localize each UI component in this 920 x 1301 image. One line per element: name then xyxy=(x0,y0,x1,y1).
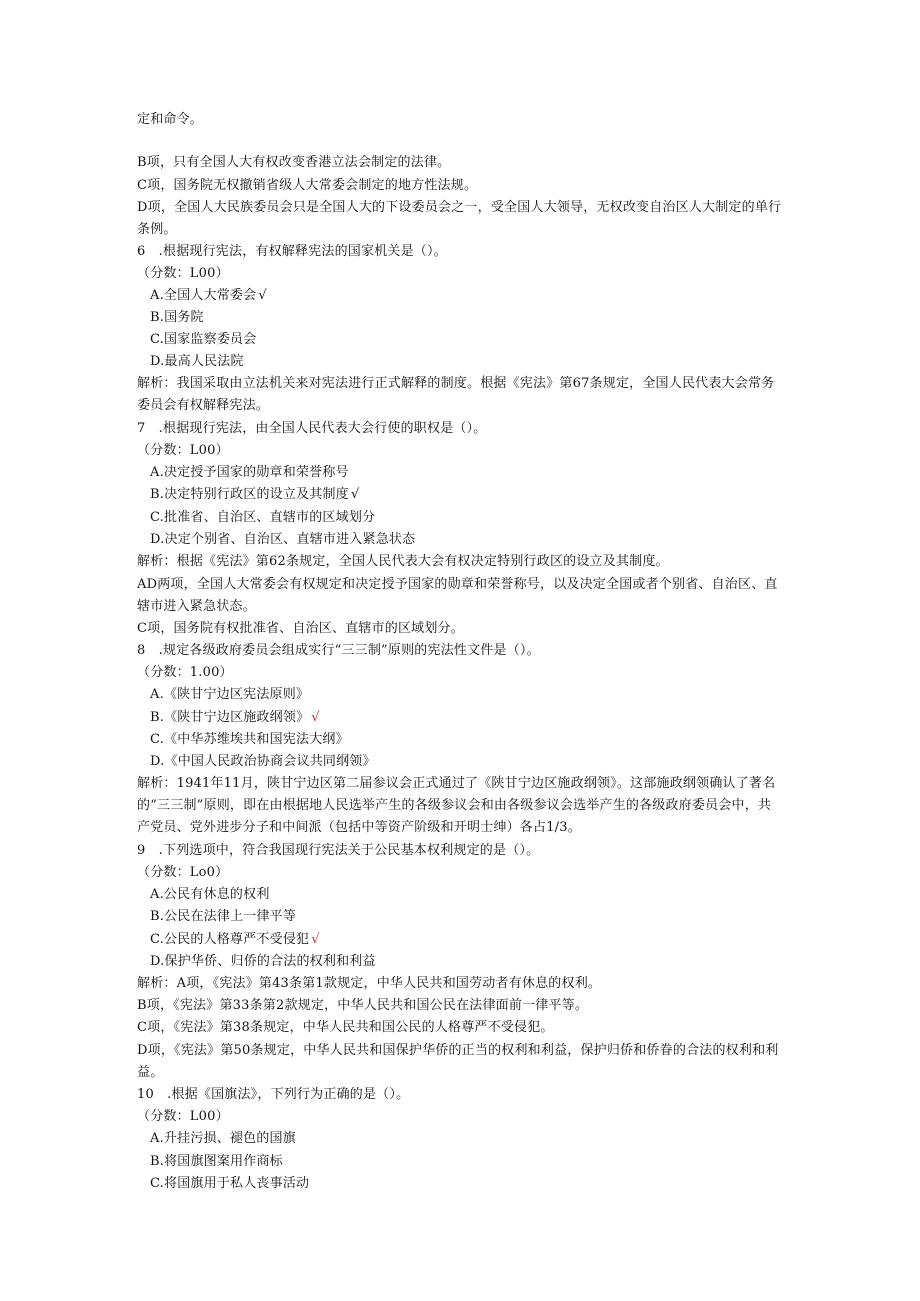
question-6-analysis: 委员会有权解释宪法。 xyxy=(137,398,270,413)
question-7-analysis: C项，国务院有权批准省、自治区、直辖市的区域划分。 xyxy=(137,621,464,636)
question-6-analysis: 解析：我国采取由立法机关来对宪法进行正式解释的制度。根据《宪法》第67条规定，全国人民代表大会常务 xyxy=(137,376,775,391)
question-10-option-c: C.将国旗用于私人丧事活动 xyxy=(150,1176,310,1191)
question-7-option-b: B.决定特别行政区的设立及其制度 √ xyxy=(150,487,360,502)
question-6-option-a: A.全国人大常委会 √ xyxy=(150,288,267,303)
text-line: D项，全国人大民族委员会只是全国人大的下设委员会之一，受全国人大领导，无权改变自治区人大制定的单行 xyxy=(137,200,782,215)
question-8-analysis: 解析：1941年11月，陕甘宁边区第二届参议会正式通过了《陕甘宁边区施政纲领》。这部施政纲领确认了著名 xyxy=(137,776,776,791)
text-line: C项，国务院无权撤销省级人大常委会制定的地方性法规。 xyxy=(137,178,478,193)
question-6-option-d: D.最高人民法院 xyxy=(150,354,244,369)
question-10-score: （分数：L00） xyxy=(137,1109,229,1124)
check-mark-icon: √ xyxy=(311,932,320,947)
check-mark-icon: √ xyxy=(311,710,320,725)
text-line: B项，只有全国人大有权改变香港立法会制定的法律。 xyxy=(137,155,451,170)
text-line: 条例。 xyxy=(137,222,177,237)
question-9-score: （分数：Lo0） xyxy=(137,865,229,880)
question-6-option-b: B.国务院 xyxy=(150,310,204,325)
question-9-analysis: B项，《宪法》第33条第2款规定，中华人民共和国公民在法律面前一律平等。 xyxy=(137,998,589,1013)
question-9-analysis: 益。 xyxy=(137,1065,164,1080)
question-7-analysis: AD两项，全国人大常委会有权规定和决定授予国家的勋章和荣誉称号，以及决定全国或者个别省、自治区、直 xyxy=(137,577,778,592)
question-9-analysis: C项，《宪法》第38条规定，中华人民共和国公民的人格尊严不受侵犯。 xyxy=(137,1020,554,1035)
question-8-analysis: 的“三三制”原则，即在由根据地人民选举产生的各级参议会和由各级参议会选举产生的各级政府委员会中，共 xyxy=(137,798,772,813)
question-7-score: （分数：L00） xyxy=(137,443,229,458)
question-6-score: （分数：L00） xyxy=(137,266,229,281)
check-mark-icon: √ xyxy=(258,288,267,303)
question-8-option-d: D.《中国人民政治协商会议共同纲领》 xyxy=(150,754,376,769)
question-6-option-c: C.国家监察委员会 xyxy=(150,332,257,347)
text-line: 定和命令。 xyxy=(137,112,204,127)
question-10-stem: 10 .根据《国旗法》，下列行为正确的是（）。 xyxy=(137,1087,410,1102)
question-6-stem: 6 .根据现行宪法，有权解释宪法的国家机关是（）。 xyxy=(137,244,447,259)
question-9-option-c: C.公民的人格尊严不受侵犯 √ xyxy=(150,932,320,947)
question-8-option-c: C.《中华苏维埃共和国宪法大纲》 xyxy=(150,732,349,747)
question-10-option-a: A.升挂污损、褪色的国旗 xyxy=(150,1131,296,1146)
question-7-option-d: D.决定个别省、自治区、直辖市进入紧急状态 xyxy=(150,532,416,547)
question-8-analysis: 产党员、党外进步分子和中间派（包括中等资产阶级和开明士绅）各占1/3。 xyxy=(137,820,581,835)
question-7-stem: 7 .根据现行宪法，由全国人民代表大会行使的职权是（）。 xyxy=(137,421,487,436)
question-9-stem: 9 .下列选项中，符合我国现行宪法关于公民基本权利规定的是（）。 xyxy=(137,843,540,858)
check-mark-icon: √ xyxy=(350,487,360,502)
question-9-option-a: A.公民有休息的权利 xyxy=(150,887,270,902)
question-10-option-b: B.将国旗图案用作商标 xyxy=(150,1154,283,1169)
question-7-analysis: 解析：根据《宪法》第62条规定，全国人民代表大会有权决定特别行政区的设立及其制度。 xyxy=(137,554,669,569)
question-9-analysis: D项，《宪法》第50条规定，中华人民共和国保护华侨的正当的权利和利益，保护归侨和侨眷的合法的权利和利 xyxy=(137,1043,779,1058)
question-8-score: （分数：1.00） xyxy=(137,665,233,680)
question-8-option-b: B.《陕甘宁边区施政纲领》 √ xyxy=(150,710,320,725)
question-9-option-d: D.保护华侨、归侨的合法的权利和利益 xyxy=(150,954,376,969)
question-8-stem: 8 .规定各级政府委员会组成实行“三三制”原则的宪法性文件是（）。 xyxy=(137,643,540,658)
question-7-option-a: A.决定授予国家的勋章和荣誉称号 xyxy=(150,465,349,480)
question-9-option-b: B.公民在法律上一律平等 xyxy=(150,909,297,924)
question-9-analysis: 解析：A项，《宪法》第43条第1款规定，中华人民共和国劳动者有休息的权利。 xyxy=(137,976,602,991)
question-7-option-c: C.批准省、自治区、直辖市的区域划分 xyxy=(150,510,376,525)
question-7-analysis: 辖市进入紧急状态。 xyxy=(137,599,256,614)
question-8-option-a: A.《陕甘宁边区宪法原则》 xyxy=(150,687,310,702)
